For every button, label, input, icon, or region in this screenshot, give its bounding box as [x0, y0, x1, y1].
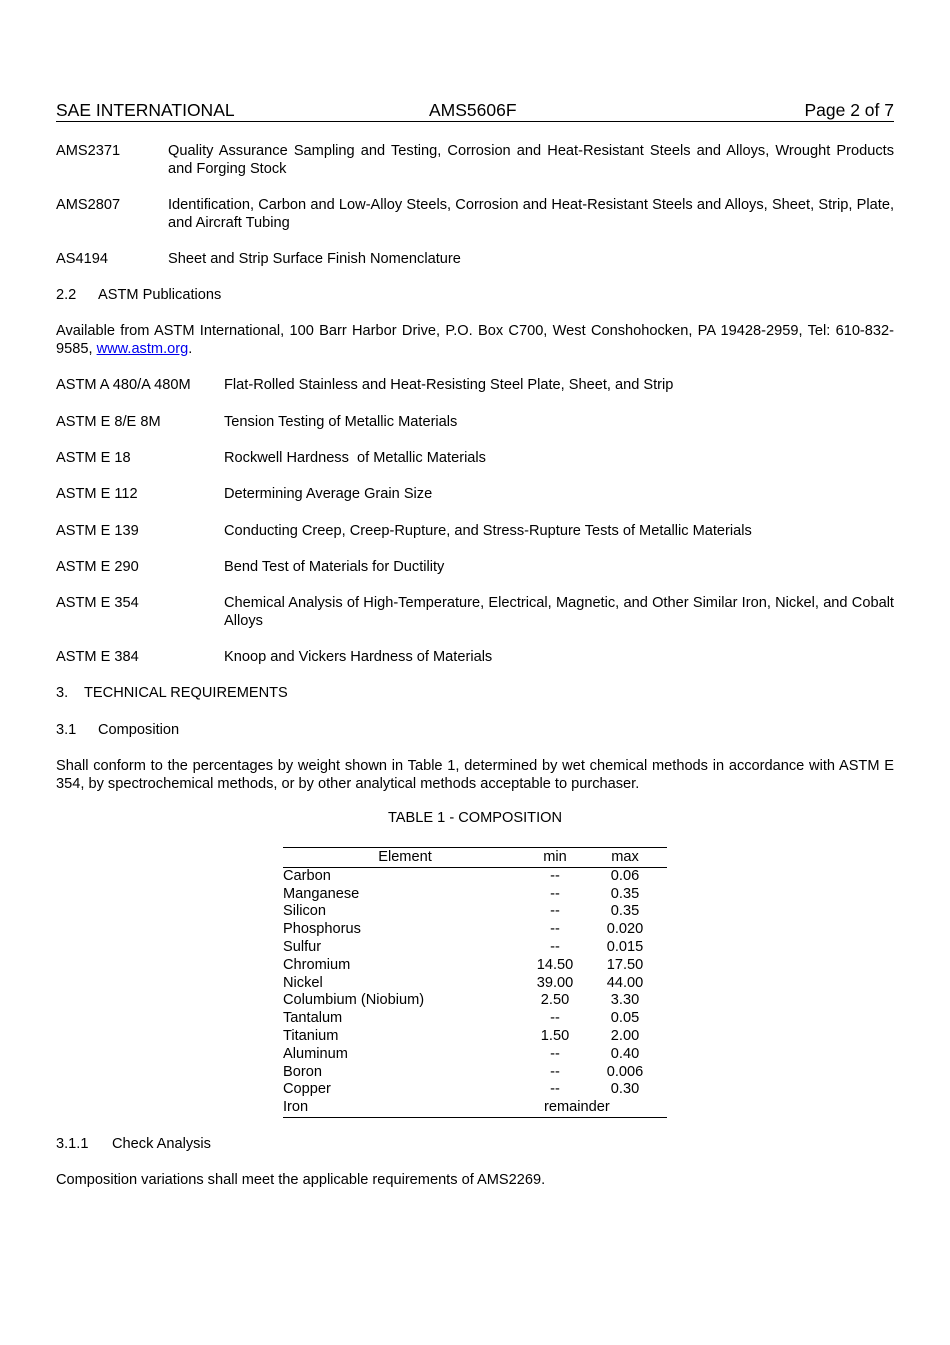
- max-value: 0.40: [610, 1045, 640, 1062]
- min-value: --: [550, 1063, 560, 1080]
- element-name: Sulfur: [283, 938, 322, 955]
- reference-item: [56, 449, 894, 467]
- reference-code: ASTM E 139: [56, 523, 139, 539]
- min-value: --: [550, 938, 560, 955]
- table-row: [283, 1064, 667, 1082]
- reference-title: Rockwell Hardness of Metallic Materials: [224, 450, 486, 466]
- element-name: Tantalum: [283, 1010, 343, 1027]
- section-number: 3.: [56, 685, 69, 701]
- section-heading-3: [56, 684, 288, 702]
- astm-availability-paragraph: [56, 322, 894, 358]
- header-doc-number: AMS5606F: [429, 100, 517, 120]
- table-row: [283, 1010, 667, 1028]
- reference-title: Determining Average Grain Size: [224, 486, 433, 502]
- element-name: Phosphorus: [283, 921, 361, 938]
- reference-code: ASTM E 18: [56, 450, 131, 466]
- min-value: --: [550, 1045, 560, 1062]
- table-header-row: [283, 848, 667, 868]
- min-value: --: [550, 921, 560, 938]
- reference-code: ASTM A 480/A 480M: [56, 377, 191, 393]
- section-number: 3.1: [56, 722, 77, 738]
- element-name: Copper: [283, 1081, 331, 1098]
- composition-paragraph: Shall conform to the percentages by weight shown in Table 1, determined by wet chemical methods in accordance with ASTM E 354, by spectrochemical methods, or by other analytical methods acceptable to purchaser.: [56, 758, 894, 792]
- reference-item: [56, 250, 894, 268]
- table-caption: TABLE 1 - COMPOSITION: [387, 810, 563, 826]
- reference-code: ASTM E 384: [56, 649, 139, 665]
- element-name: Silicon: [283, 903, 326, 920]
- reference-title: Flat-Rolled Stainless and Heat-Resisting Steel Plate, Sheet, and Strip: [224, 377, 674, 393]
- reference-item: [56, 485, 894, 503]
- section-heading-3-1: [56, 721, 179, 739]
- table-row: [283, 867, 667, 885]
- max-value: 2.00: [610, 1027, 640, 1044]
- table-row: [283, 975, 667, 993]
- table-row: [283, 921, 667, 939]
- reference-title: Knoop and Vickers Hardness of Materials: [224, 649, 493, 665]
- table-row: [283, 903, 667, 921]
- column-header-element: Element: [283, 848, 527, 868]
- min-value: 14.50: [536, 956, 574, 973]
- reference-title: Sheet and Strip Surface Finish Nomenclature: [168, 251, 461, 267]
- table-row: [283, 957, 667, 975]
- page-header: [56, 101, 894, 122]
- reference-code: ASTM E 112: [56, 486, 138, 502]
- section-heading-2-2: [56, 286, 221, 304]
- table-row: [283, 939, 667, 957]
- min-value: 1.50: [540, 1027, 570, 1044]
- section-title: ASTM Publications: [98, 287, 222, 303]
- element-name: Chromium: [283, 956, 351, 973]
- reference-title: Chemical Analysis of High-Temperature, Electrical, Magnetic, and Other Similar Iron, Nickel, and Cobalt Alloys: [224, 595, 894, 629]
- reference-title: Bend Test of Materials for Ductility: [224, 559, 445, 575]
- composition-table: [283, 847, 667, 1118]
- reference-code: ASTM E 8/E 8M: [56, 414, 161, 430]
- reference-code: AMS2807: [56, 197, 121, 213]
- min-value: 2.50: [540, 992, 570, 1009]
- element-name: Iron: [283, 1099, 527, 1117]
- reference-code: AMS2371: [56, 143, 121, 159]
- max-value: 44.00: [606, 974, 644, 991]
- astm-website-link[interactable]: www.astm.org: [96, 341, 189, 357]
- max-value: 0.006: [606, 1063, 644, 1080]
- min-value: --: [550, 867, 560, 884]
- reference-title: Tension Testing of Metallic Materials: [224, 414, 458, 430]
- element-name: Boron: [283, 1063, 322, 1080]
- reference-title: Identification, Carbon and Low-Alloy Steels, Corrosion and Heat-Resistant Steels and Alloys, Sheet, Strip, Plate, and Aircraft Tubing: [168, 197, 894, 231]
- check-analysis-paragraph: Composition variations shall meet the applicable requirements of AMS2269.: [56, 1172, 546, 1188]
- reference-code: AS4194: [56, 251, 108, 267]
- min-value: --: [550, 903, 560, 920]
- table-row: [283, 1028, 667, 1046]
- max-value: 17.50: [606, 956, 644, 973]
- min-value: --: [550, 885, 560, 902]
- reference-item: [56, 522, 894, 540]
- column-header-min: min: [527, 848, 583, 868]
- max-value: 0.35: [610, 903, 640, 920]
- reference-item: [56, 413, 894, 431]
- min-value: 39.00: [536, 974, 574, 991]
- section-number: 2.2: [56, 287, 77, 303]
- max-value: 3.30: [610, 992, 640, 1009]
- element-name: Carbon: [283, 867, 331, 884]
- max-value: 0.35: [610, 885, 640, 902]
- reference-item: [56, 558, 894, 576]
- table-row: [283, 1081, 667, 1099]
- reference-item: [56, 142, 894, 178]
- section-title: TECHNICAL REQUIREMENTS: [84, 685, 288, 701]
- min-value: --: [550, 1081, 560, 1098]
- max-value: 0.020: [606, 921, 644, 938]
- column-header-max: max: [583, 848, 667, 868]
- element-name: Nickel: [283, 974, 323, 991]
- reference-title: Quality Assurance Sampling and Testing, Corrosion and Heat-Resistant Steels and Alloys, Wrought Products and Forging Stock: [168, 143, 894, 177]
- header-org: SAE INTERNATIONAL: [56, 100, 235, 120]
- section-heading-3-1-1: [56, 1135, 211, 1153]
- reference-item: [56, 648, 894, 666]
- min-value: --: [550, 1010, 560, 1027]
- element-name: Titanium: [283, 1027, 339, 1044]
- element-name: Columbium (Niobium): [283, 992, 425, 1009]
- availability-text: Available from ASTM International, 100 Barr Harbor Drive, P.O. Box C700, West Conshohocken, PA 19428-2959, Tel: 610-832-9585,: [56, 323, 894, 357]
- header-page-number: Page 2 of 7: [804, 100, 894, 120]
- max-value: 0.015: [606, 938, 644, 955]
- table-row: [283, 1046, 667, 1064]
- table-row: [283, 1099, 667, 1117]
- section-title: Composition: [98, 722, 180, 738]
- reference-item: [56, 196, 894, 232]
- section-title: Check Analysis: [112, 1136, 211, 1152]
- table-row: [283, 886, 667, 904]
- table-row: [283, 992, 667, 1010]
- max-value: 0.06: [610, 867, 640, 884]
- max-value: 0.30: [610, 1081, 640, 1098]
- element-name: Aluminum: [283, 1045, 348, 1062]
- element-name: Manganese: [283, 885, 360, 902]
- reference-item: [56, 594, 894, 630]
- reference-title: Conducting Creep, Creep-Rupture, and Stress-Rupture Tests of Metallic Materials: [224, 523, 752, 539]
- reference-item: [56, 376, 894, 394]
- reference-code: ASTM E 354: [56, 595, 139, 611]
- reference-code: ASTM E 290: [56, 559, 139, 575]
- element-remainder: remainder: [527, 1099, 667, 1117]
- availability-period: .: [188, 341, 193, 357]
- max-value: 0.05: [610, 1010, 640, 1027]
- section-number: 3.1.1: [56, 1136, 89, 1152]
